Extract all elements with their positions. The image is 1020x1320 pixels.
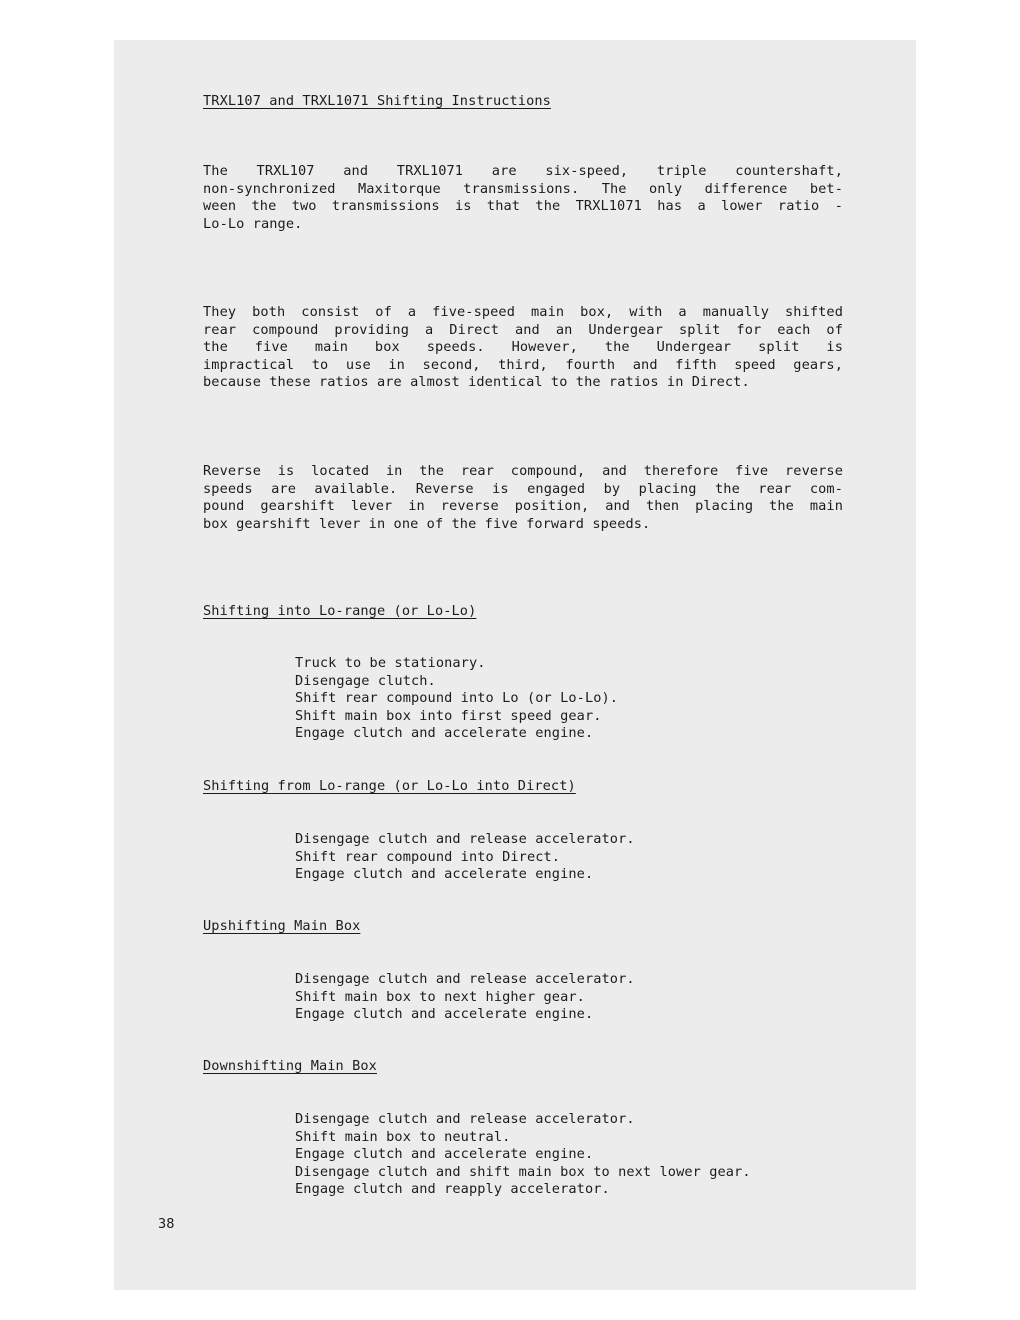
step-item: Disengage clutch and release accelerator. <box>295 971 635 987</box>
steps-lo-range <box>295 655 618 743</box>
paragraph-line: Lo-Lo range. <box>203 215 303 232</box>
step-item: Engage clutch and accelerate engine. <box>295 1006 594 1023</box>
paragraph-line: speeds are available. Reverse is engaged by placing the rear com- <box>203 480 843 497</box>
paragraph-line: impractical to use in second, third, fourth and fifth speed gears, <box>203 356 843 373</box>
page-number: 38 <box>158 1216 175 1232</box>
step-item: Shift main box to next higher gear. <box>295 988 585 1005</box>
paragraph-line: The TRXL107 and TRXL1071 are six-speed, triple countershaft, <box>203 163 843 179</box>
paragraph-line: They both consist of a five-speed main box, with a manually shifted <box>203 304 843 320</box>
step-item: Engage clutch and accelerate engine. <box>295 1146 594 1163</box>
step-item: Disengage clutch and shift main box to next lower gear. <box>295 1163 751 1180</box>
steps-lo-to-direct <box>295 831 635 884</box>
step-item: Shift rear compound into Lo (or Lo-Lo). <box>295 690 619 707</box>
step-item: Shift main box into first speed gear. <box>295 707 602 724</box>
step-item: Truck to be stationary. <box>295 655 486 671</box>
paragraph-line: box gearshift lever in one of the five forward speeds. <box>203 515 651 532</box>
section-heading-lo-range: Shifting into Lo-range (or Lo-Lo) <box>203 603 477 619</box>
document-title: TRXL107 and TRXL1071 Shifting Instructions <box>203 93 551 109</box>
step-item: Disengage clutch and release accelerator. <box>295 831 635 847</box>
paragraph-intro <box>203 163 843 233</box>
step-item: Disengage clutch and release accelerator. <box>295 1111 635 1127</box>
section-heading-downshifting: Downshifting Main Box <box>203 1058 377 1074</box>
step-item: Engage clutch and accelerate engine. <box>295 725 594 742</box>
paragraph-line: non-synchronized Maxitorque transmissions. The only difference bet- <box>203 180 843 197</box>
step-item: Shift main box to neutral. <box>295 1128 511 1145</box>
steps-downshifting <box>295 1111 751 1199</box>
paragraph-line: ween the two transmissions is that the TRXL1071 has a lower ratio - <box>203 198 843 215</box>
paragraph-line: rear compound providing a Direct and an Undergear split for each of <box>203 321 843 338</box>
step-item: Engage clutch and reapply accelerator. <box>295 1181 610 1198</box>
paragraph-line: the five main box speeds. However, the Undergear split is <box>203 339 843 356</box>
section-heading-upshifting: Upshifting Main Box <box>203 918 361 934</box>
paragraph-line: pound gearshift lever in reverse position, and then placing the main <box>203 498 843 515</box>
step-item: Disengage clutch. <box>295 672 436 689</box>
paragraph-line: because these ratios are almost identical to the ratios in Direct. <box>203 374 750 391</box>
paragraph-main-box <box>203 304 843 392</box>
step-item: Engage clutch and accelerate engine. <box>295 866 594 883</box>
paragraph-line: Reverse is located in the rear compound, and therefore five reverse <box>203 463 843 479</box>
steps-upshifting <box>295 971 635 1024</box>
paragraph-reverse <box>203 463 843 533</box>
section-heading-lo-to-direct: Shifting from Lo-range (or Lo-Lo into Direct) <box>203 778 576 794</box>
step-item: Shift rear compound into Direct. <box>295 848 561 865</box>
